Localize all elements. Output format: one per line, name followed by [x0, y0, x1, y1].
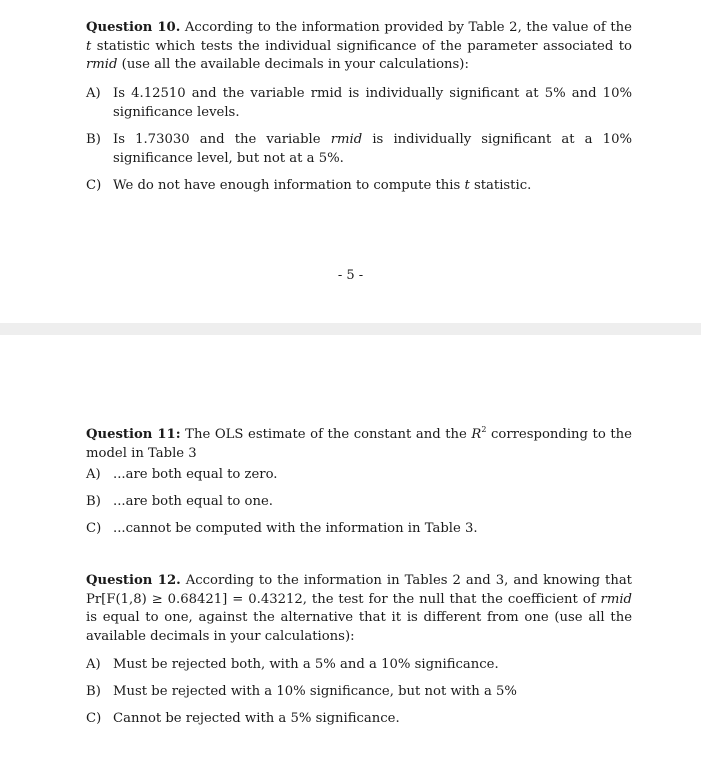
question-11	[86, 421, 632, 463]
rmid-variable: rmid	[330, 132, 363, 147]
rmid-variable: rmid	[86, 57, 118, 72]
question-10-option-a[interactable]	[86, 85, 632, 122]
page-6	[0, 335, 701, 762]
option-text: Must be rejected both, with a 5% and a 10% significance.	[113, 657, 499, 672]
option-text: Cannot be rejected with a 5% significance.	[113, 711, 400, 726]
option-text-pre: We do not have enough information to compute this	[113, 178, 461, 193]
question-10-label: Question 10.	[86, 20, 181, 35]
question-12-label: Question 12.	[86, 573, 181, 588]
question-12-option-b[interactable]	[86, 683, 632, 702]
page-5	[0, 0, 701, 323]
question-12-text-a: According to the information in Tables 2 and 3, and knowing that	[185, 573, 632, 588]
option-letter: C)	[86, 521, 102, 536]
squared-exponent: 2	[481, 425, 487, 434]
option-text	[113, 177, 632, 196]
question-12-text-c: is equal to one, against the alternative that it is different from one (use all the available decimals in your calculations):	[86, 610, 632, 644]
option-text: ...are both equal to zero.	[113, 467, 278, 482]
question-11-option-b[interactable]	[86, 493, 632, 512]
option-text: Must be rejected with a 10% significance, but not with a 5%	[113, 684, 517, 699]
option-letter: B)	[86, 132, 101, 147]
option-text	[113, 131, 632, 168]
option-letter: A)	[86, 467, 101, 482]
option-text: Is 4.12510 and the variable rmid is individually significant at 5% and 10% significance levels.	[113, 86, 632, 120]
question-12	[86, 572, 632, 646]
option-text-post: statistic.	[473, 178, 532, 193]
r-squared-symbol: R	[471, 427, 482, 442]
question-10-text-a: According to the information provided by Table 2, the value of the	[184, 20, 632, 35]
option-letter: C)	[86, 178, 102, 193]
option-letter: A)	[86, 657, 101, 672]
question-11-option-a[interactable]	[86, 466, 632, 485]
option-text: ...cannot be computed with the information in Table 3.	[113, 521, 478, 536]
option-text-post: is individually significant at a 10% significance level, but not at a 5%.	[113, 132, 632, 166]
question-10-text-c: (use all the available decimals in your calculations):	[121, 57, 469, 72]
question-11-option-c[interactable]	[86, 520, 632, 539]
question-10-option-b[interactable]	[86, 131, 632, 168]
t-variable: t	[86, 38, 92, 54]
option-letter: B)	[86, 494, 101, 509]
t-variable: t	[464, 178, 470, 193]
question-12-option-a[interactable]	[86, 656, 632, 675]
option-text: ...are both equal to one.	[113, 494, 273, 509]
option-letter: A)	[86, 86, 101, 101]
page-number: - 5 -	[337, 268, 364, 283]
question-10	[86, 19, 632, 75]
question-11-text-a: The OLS estimate of the constant and the	[185, 427, 467, 442]
option-letter: C)	[86, 711, 102, 726]
question-11-text-b: corresponding to the model in Table 3	[86, 427, 632, 461]
question-12-text-b: , the test for the null that the coefficient of	[302, 591, 596, 607]
option-text-pre: Is 1.73030 and the variable	[113, 132, 321, 147]
question-10-option-c[interactable]	[86, 177, 632, 196]
question-11-label: Question 11:	[86, 427, 181, 442]
question-12-option-c[interactable]	[86, 710, 632, 729]
option-letter: B)	[86, 684, 101, 699]
probability-formula: Pr[F(1,8) ≥ 0.68421] = 0.43212	[86, 591, 303, 607]
rmid-variable: rmid	[600, 591, 632, 607]
question-10-text-b: statistic which tests the individual significance of the parameter associated to	[96, 38, 632, 54]
